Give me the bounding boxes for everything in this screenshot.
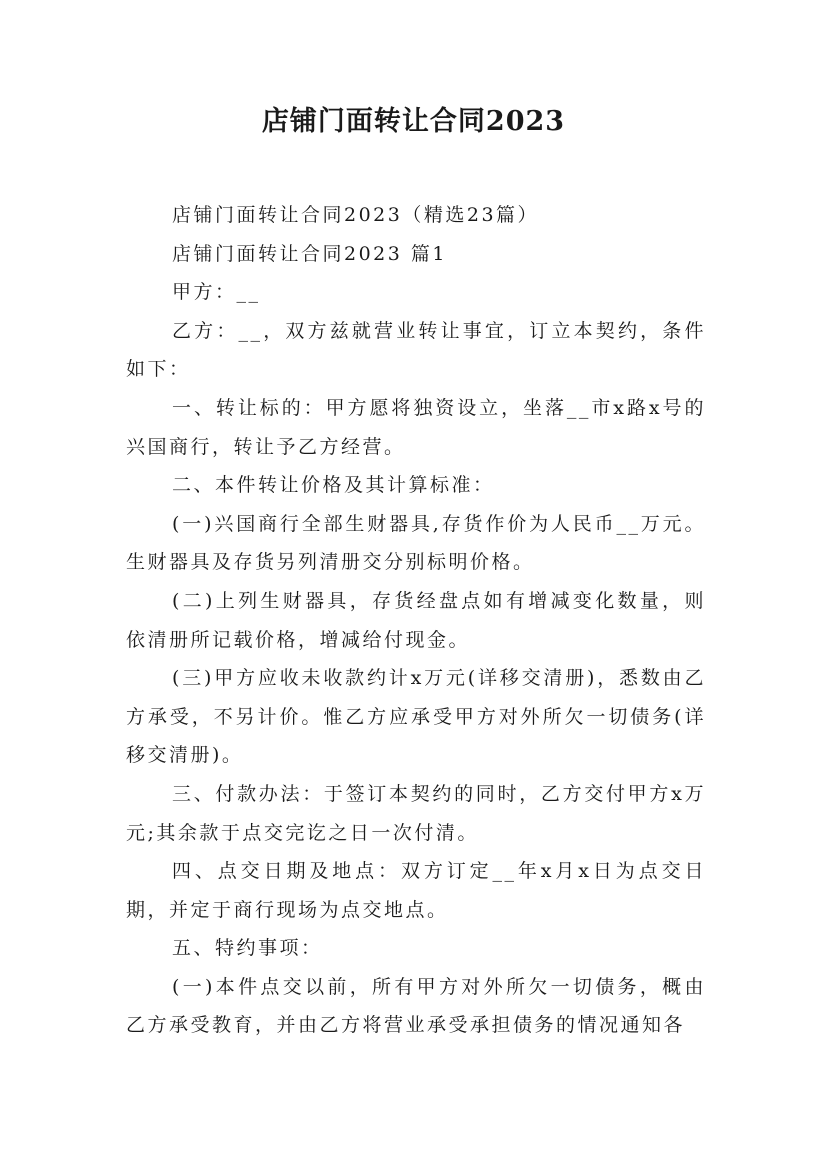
paragraph-clause-2-2: (二)上列生财器具，存货经盘点如有增减变化数量，则依清册所记载价格，增减给付现金。 — [126, 589, 706, 651]
paragraph-clause-5: 五、特约事项： — [172, 937, 323, 960]
paragraph-clause-5-1: (一)本件点交以前，所有甲方对外所欠一切债务，概由乙方承受教育，并由乙方将营业承受承担债务的情况通知各 — [126, 975, 706, 1037]
paragraph-party-a: 甲方：__ — [172, 281, 261, 304]
paragraph-clause-1: 一、转让标的：甲方愿将独资设立，坐落__市x路x号的兴国商行，转让予乙方经营。 — [126, 396, 706, 458]
paragraph-subtitle: 店铺门面转让合同2023（精选23篇） — [172, 204, 540, 226]
paragraph-party-b: 乙方：__，双方兹就营业转让事宜，订立本契约，条件如下： — [126, 319, 706, 381]
paragraph-clause-2: 二、本件转让价格及其计算标准： — [172, 474, 495, 497]
document-title: 店铺门面转让合同2023 — [261, 106, 566, 137]
paragraph-clause-2-3: (三)甲方应收未收款约计x万元(详移交清册)，悉数由乙方承受，不另计价。惟乙方应承受甲方对外所欠一切债务(详移交清册)。 — [126, 667, 706, 767]
paragraph-clause-4: 四、点交日期及地点：双方订定__年x月x日为点交日期，并定于商行现场为点交地点。 — [126, 860, 706, 921]
document-body — [126, 196, 706, 1045]
paragraph-section-heading: 店铺门面转让合同2023 篇1 — [172, 242, 447, 265]
paragraph-clause-3: 三、付款办法：于签订本契约的同时，乙方交付甲方x万元;其余款于点交完讫之日一次付清。 — [126, 782, 706, 844]
paragraph-clause-2-1: (一)兴国商行全部生财器具,存货作价为人民币__万元。生财器具及存货另列清册交分别标明价格。 — [126, 512, 706, 574]
